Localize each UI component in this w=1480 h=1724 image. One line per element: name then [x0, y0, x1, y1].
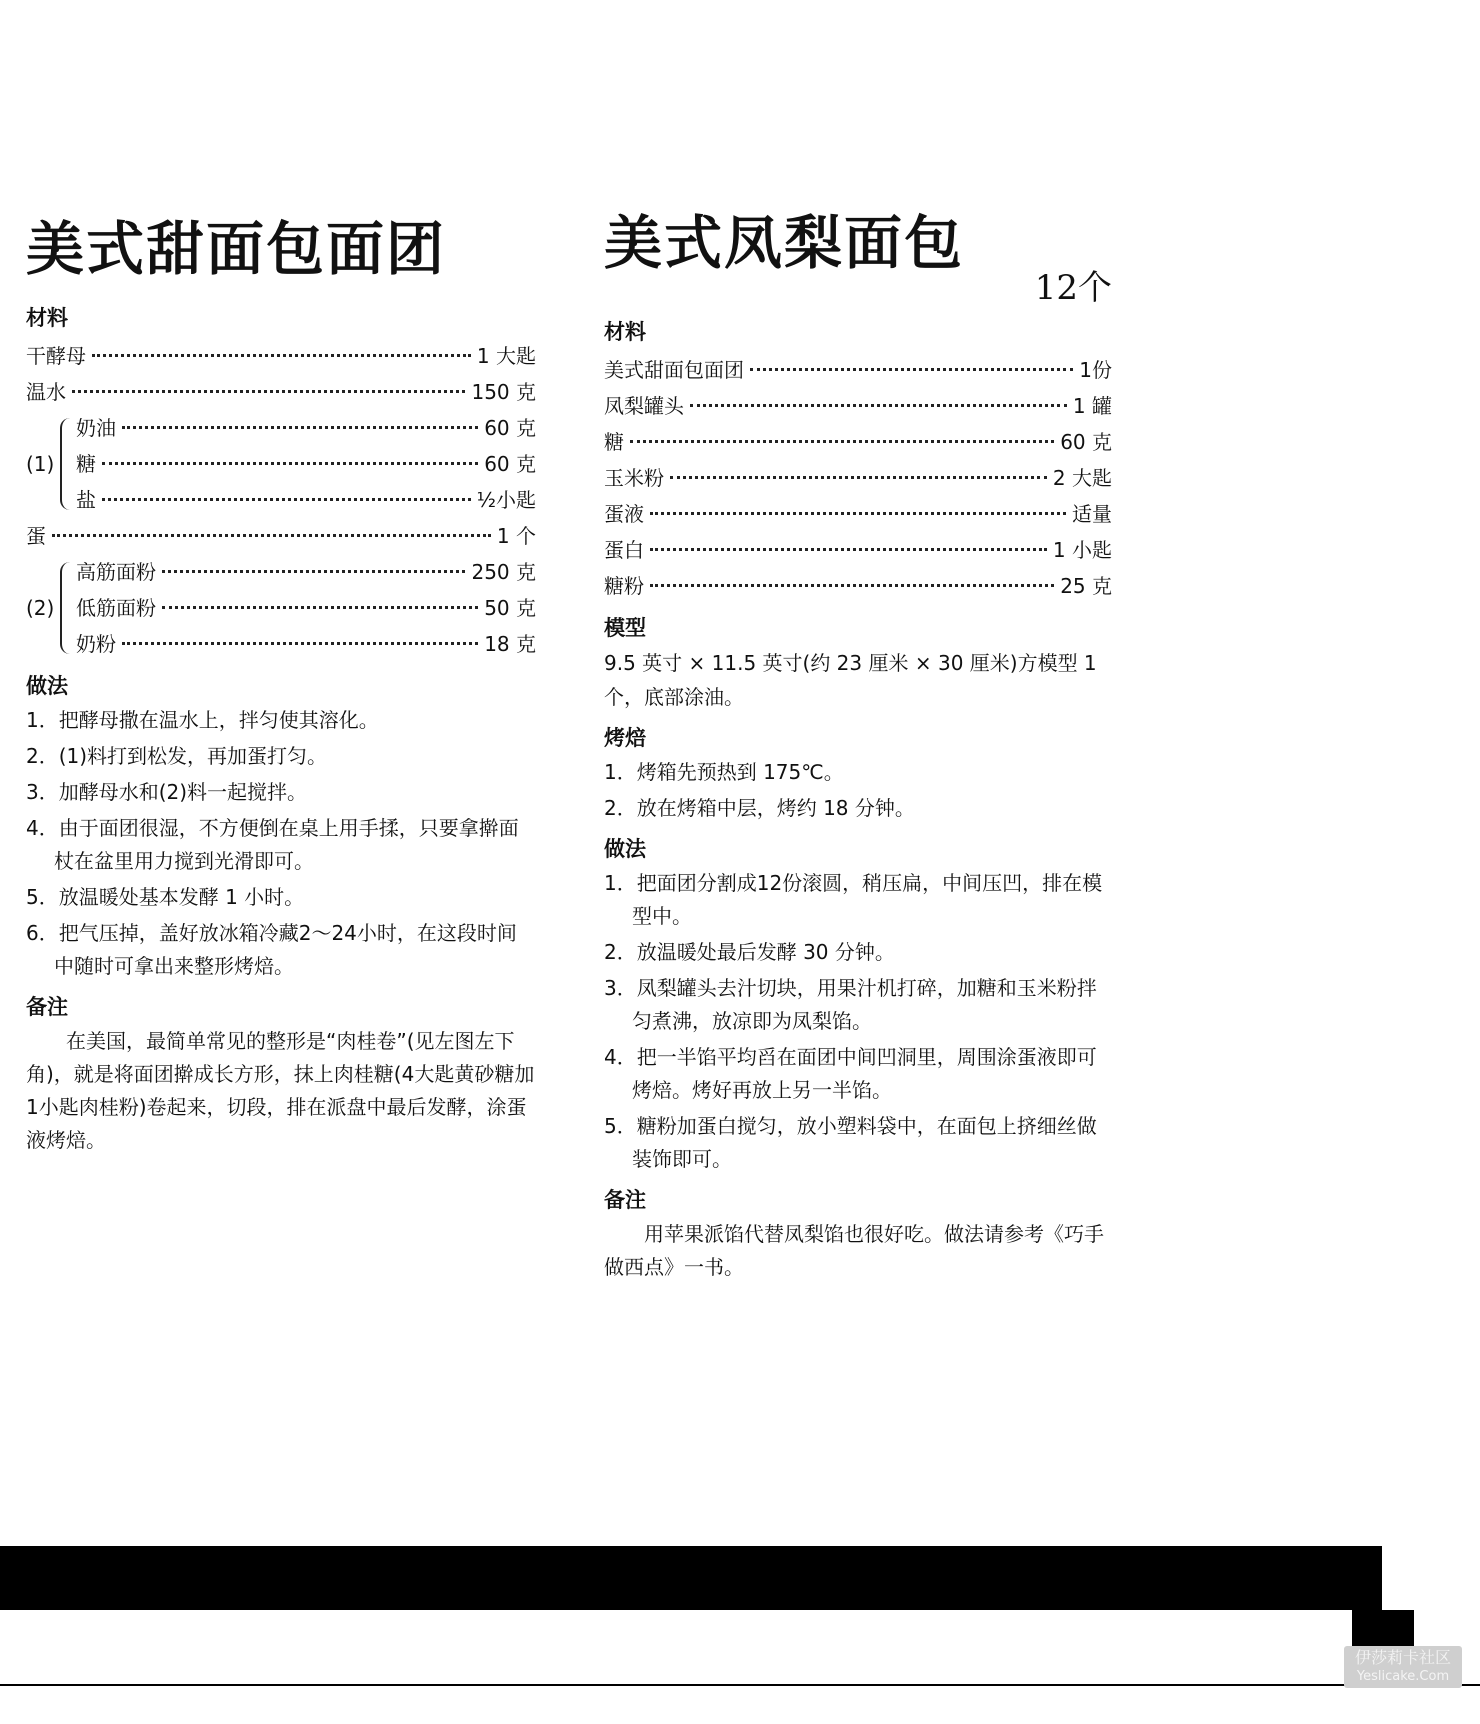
- left-ingredient-list: [26, 338, 536, 662]
- right-recipe-title: 美式凤梨面包: [604, 209, 965, 277]
- ingredient-row: [604, 568, 1112, 604]
- ingredient-group-2: [26, 554, 536, 662]
- bake-steps: [604, 756, 1112, 825]
- ingredient-name: 高筋面粉: [76, 560, 156, 584]
- right-notes-heading: 备注: [604, 1188, 646, 1212]
- ingredient-row: [604, 352, 1112, 388]
- method-step: 4．由于面团很湿，不方便倒在桌上用手揉，只要拿擀面杖在盆里用力搅到光滑即可。: [26, 816, 519, 873]
- ingredient-amount: 50 克: [484, 596, 536, 620]
- right-notes-text: 用苹果派馅代替凤梨馅也很好吃。做法请参考《巧手做西点》一书。: [604, 1222, 1104, 1279]
- bake-heading: 烤焙: [604, 726, 646, 750]
- right-method-steps: [604, 867, 1112, 1176]
- ingredient-name: 奶油: [76, 416, 116, 440]
- ingredient-name: 低筋面粉: [76, 596, 156, 620]
- method-step: 3．加酵母水和(2)料一起搅拌。: [26, 780, 308, 804]
- right-method-heading: 做法: [604, 837, 646, 861]
- dot-leader: [102, 498, 471, 501]
- ingredient-amount: 60 克: [1060, 430, 1112, 454]
- ingredient-group-1: [26, 410, 536, 518]
- left-recipe: [26, 216, 536, 1157]
- ingredient-amount: 250 克: [471, 560, 536, 584]
- servings-count: 12个: [1034, 268, 1112, 308]
- bake-step: 2．放在烤箱中层，烤约 18 分钟。: [604, 796, 915, 820]
- dot-leader: [72, 390, 465, 393]
- bake-step: 1．烤箱先预热到 175℃。: [604, 760, 844, 784]
- dot-leader: [122, 642, 478, 645]
- dot-leader: [670, 476, 1047, 479]
- ingredient-amount: 1 个: [496, 524, 536, 548]
- ingredient-row: [76, 410, 536, 446]
- right-materials-heading: 材料: [604, 320, 646, 344]
- ingredient-amount: 2 大匙: [1052, 466, 1112, 490]
- ingredient-name: 蛋液: [604, 502, 644, 526]
- watermark-line1: 伊莎莉卡社区: [1354, 1648, 1451, 1667]
- method-step: 2．(1)料打到松发，再加蛋打匀。: [26, 744, 328, 768]
- ingredient-amount: 1 小匙: [1052, 538, 1112, 562]
- footer-rule: [0, 1684, 1480, 1686]
- ingredient-row: [604, 388, 1112, 424]
- dot-leader: [630, 440, 1054, 443]
- ingredient-name: 糖: [76, 452, 96, 476]
- dot-leader: [122, 426, 478, 429]
- method-step: 3．凤梨罐头去汁切块，用果汁机打碎，加糖和玉米粉拌匀煮沸，放凉即为凤梨馅。: [604, 976, 1097, 1033]
- watermark: [1344, 1646, 1462, 1688]
- method-step: 6．把气压掉，盖好放冰箱冷藏2～24小时，在这段时间中随时可拿出来整形烤焙。: [26, 921, 517, 978]
- ingredient-name: 美式甜面包面团: [604, 358, 744, 382]
- left-method-heading: 做法: [26, 674, 68, 698]
- dot-leader: [650, 584, 1054, 587]
- ingredient-amount: 150 克: [471, 380, 536, 404]
- ingredient-name: 温水: [26, 380, 66, 404]
- ingredient-amount: 1 罐: [1072, 394, 1112, 418]
- method-step: 2．放温暖处最后发酵 30 分钟。: [604, 940, 895, 964]
- ingredient-row: [76, 482, 536, 518]
- left-method-steps: [26, 704, 536, 983]
- watermark-line2: Yeslicake.Com: [1356, 1669, 1450, 1684]
- footer-black-tab: [1352, 1610, 1414, 1650]
- dot-leader: [52, 534, 491, 537]
- ingredient-amount: 60 克: [484, 416, 536, 440]
- method-step: 5．放温暖处基本发酵 1 小时。: [26, 885, 305, 909]
- group-label: (1): [26, 452, 55, 476]
- mold-heading: 模型: [604, 616, 646, 640]
- ingredient-row: [26, 338, 536, 374]
- ingredient-amount: 60 克: [484, 452, 536, 476]
- ingredient-name: 奶粉: [76, 632, 116, 656]
- ingredient-row: [604, 532, 1112, 568]
- left-notes-text: 在美国，最简单常见的整形是“肉桂卷”(见左图左下角)，就是将面团擀成长方形，抹上肉桂糖(4大匙黄砂糖加1小匙肉桂粉)卷起来，切段，排在派盘中最后发酵，涂蛋液烤焙。: [26, 1029, 535, 1152]
- dot-leader: [162, 570, 465, 573]
- method-step: 5．糖粉加蛋白搅匀，放小塑料袋中，在面包上挤细丝做装饰即可。: [604, 1114, 1097, 1171]
- ingredient-name: 玉米粉: [604, 466, 664, 490]
- ingredient-amount: 25 克: [1060, 574, 1112, 598]
- ingredient-row: [76, 554, 536, 590]
- left-notes-heading: 备注: [26, 995, 68, 1019]
- dot-leader: [650, 512, 1066, 515]
- dot-leader: [690, 404, 1067, 407]
- ingredient-name: 干酵母: [26, 344, 86, 368]
- ingredient-row: [604, 424, 1112, 460]
- method-step: 1．把面团分割成12份滚圆，稍压扁，中间压凹，排在模型中。: [604, 871, 1103, 928]
- dot-leader: [650, 548, 1047, 551]
- ingredient-name: 糖: [604, 430, 624, 454]
- dot-leader: [750, 368, 1073, 371]
- method-step: 1．把酵母撒在温水上，拌匀使其溶化。: [26, 708, 379, 732]
- dot-leader: [162, 606, 478, 609]
- brace-icon: [60, 562, 72, 654]
- ingredient-amount: 1份: [1079, 358, 1112, 382]
- left-materials-heading: 材料: [26, 306, 68, 330]
- ingredient-name: 蛋白: [604, 538, 644, 562]
- ingredient-amount: 1 大匙: [476, 344, 536, 368]
- method-step: 4．把一半馅平均舀在面团中间凹洞里，周围涂蛋液即可烤焙。烤好再放上另一半馅。: [604, 1045, 1097, 1102]
- ingredient-row: [26, 374, 536, 410]
- ingredient-row: [604, 496, 1112, 532]
- ingredient-row: [76, 446, 536, 482]
- ingredient-name: 糖粉: [604, 574, 644, 598]
- ingredient-name: 盐: [76, 488, 96, 512]
- ingredient-row: [604, 460, 1112, 496]
- group-label: (2): [26, 596, 55, 620]
- ingredient-amount: 18 克: [484, 632, 536, 656]
- mold-text: 9.5 英寸 × 11.5 英寸(约 23 厘米 × 30 厘米)方模型 1 个，底部涂油。: [604, 651, 1097, 709]
- left-recipe-title: 美式甜面包面团: [26, 215, 447, 283]
- ingredient-amount: ½小匙: [476, 488, 536, 512]
- ingredient-row: [26, 518, 536, 554]
- ingredient-name: 蛋: [26, 524, 46, 548]
- ingredient-row: [76, 626, 536, 662]
- right-recipe: [604, 210, 1112, 1284]
- ingredient-amount: 适量: [1072, 502, 1112, 526]
- right-ingredient-list: [604, 352, 1112, 604]
- brace-icon: [60, 418, 72, 510]
- ingredient-row: [76, 590, 536, 626]
- dot-leader: [92, 354, 471, 357]
- ingredient-name: 凤梨罐头: [604, 394, 684, 418]
- footer-black-bar: [0, 1546, 1382, 1610]
- dot-leader: [102, 462, 478, 465]
